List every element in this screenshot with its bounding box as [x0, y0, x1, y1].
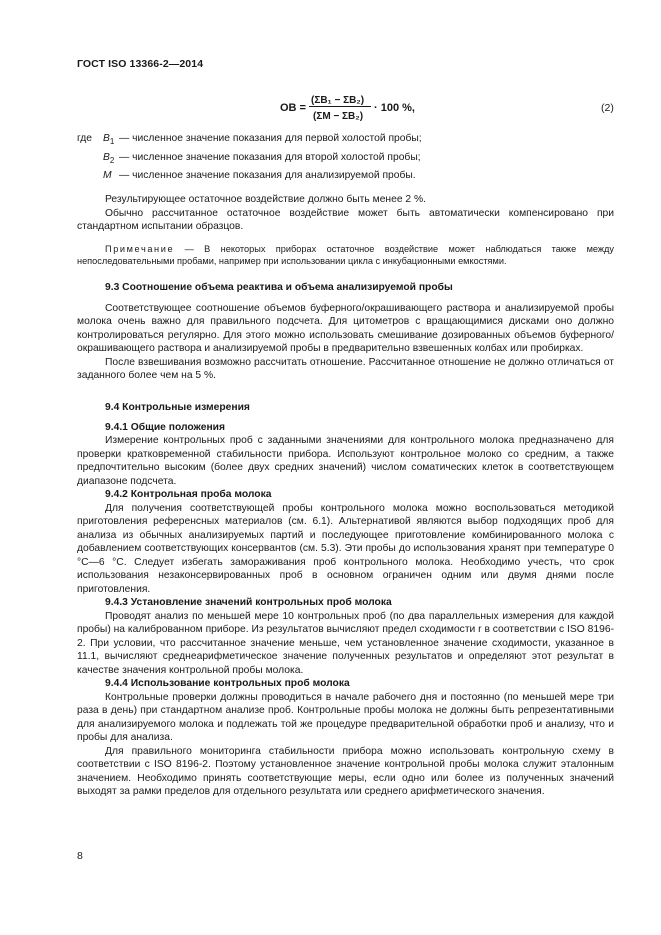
paragraph: После взвешивания возможно рассчитать отношение. Рассчитанное отношение не должно отличаться от заданного более чем на 5 %. — [77, 356, 614, 381]
residual-effect-text — [77, 193, 614, 268]
variable-symbol: $B_1$ — [103, 133, 115, 147]
paragraph: Контрольные проверки должны проводиться в начале рабочего дня и постоянно (по меньшей мере три раза в день) при стандартном анализе проб. Контрольные пробы молока не должны быть репрезентативными для анализируемого молока и подлежать той же процедуре предварительной обработки проб и анализу, что и пробы для анализа. — [77, 691, 614, 743]
variable-definition: — численное значение показания для первой холостой пробы; — [119, 133, 422, 144]
formula-graphic — [0, 92, 661, 126]
section-9-3 — [77, 281, 614, 383]
equation-number: (2) — [601, 102, 614, 114]
paragraph: Обычно рассчитанное остаточное воздействие может быть автоматически компенсировано при стандартном испытании образцов. — [77, 207, 614, 232]
section-9-4 — [77, 401, 614, 799]
subsection-heading: 9.4.1 Общие положения — [105, 421, 225, 433]
note-label: Примечание — [105, 243, 175, 254]
paragraph: Для получения соответствующей пробы контрольного молока можно воспользоваться методикой приготовления референсных материалов (см. 6.1). Альтернативой являются выбор подходящих проб для анализа из обычных анализируемых партий и последующее приготовление комбинированного молока с добавлением соответствующих консервантов (см. 5.3). Эти пробы до использования хранят при температуре 0 °С—6 °С. Следует избегать замораживания проб контрольного молока. Необходимо учесть, что срок использования незаконсервированных проб в основном ограничен одним или двумя днями после приготовления. — [77, 502, 614, 595]
variable-definition: — численное значение показания для анализируемой пробы. — [119, 170, 416, 181]
formula-denominator: (ΣM − ΣB₂) — [313, 111, 364, 122]
subsection-heading: 9.4.4 Использование контрольных проб молока — [105, 678, 350, 689]
where-word: где — [77, 133, 93, 144]
paragraph: Измерение контрольных проб с заданными значениями для контрольного молока предназначено для проверки кратковременной стабильности прибора. Используют контрольное молоко со средним, а также предпочтительно высоким (более двух средних значений) числом соматических клеток в соответствующем диапазоне подсчета. — [77, 435, 614, 487]
definition-row — [77, 151, 617, 170]
section-heading: 9.4 Контрольные измерения — [105, 402, 250, 413]
paragraph: Для правильного мониторинга стабильности прибора можно использовать контрольную схему в соответствии с ISO 8196-2. Поэтому установленное значение контрольной пробы молока служит эталонным значением. Необходимо принять соответствующие меры, если одно или более из полученных значений выходят за рамки пределов для отдельного результата или среднего арифметического значения. — [77, 745, 614, 797]
subsection-heading: 9.4.3 Установление значений контрольных проб молока — [105, 597, 392, 608]
paragraph: Соответствующее соотношение объемов буферного/окрашивающего раствора и анализируемой пробы молока очень важно для правильного подсчета. Для цитометров с вращающимися дисками оно должно контролироваться регулярно. Для этого можно использовать смешивание дозированных объемов буферного/окрашивающего раствора и анализируемой пробы в предварительно взвешенных колбах или пробирках. — [77, 302, 614, 354]
formula-lhs: OB = — [280, 102, 306, 114]
variable-symbol: $B_2$ — [103, 151, 115, 165]
formula-tail: · 100 %, — [374, 102, 415, 114]
note — [77, 243, 614, 268]
document-header: ГОСТ ISO 13366-2—2014 — [77, 58, 204, 70]
formula-2 — [0, 92, 661, 126]
variable-definition: — численное значение показания для второй холостой пробы; — [119, 151, 421, 163]
note-text: — В некоторых приборах остаточное воздействие может наблюдаться также между непоследовательными пробами, например при использовании цикла с инкубационными емкостями. — [77, 243, 614, 266]
paragraph: Результирующее остаточное воздействие должно быть менее 2 %. — [105, 194, 427, 205]
formula-numerator: (ΣB₁ − ΣB₂) — [311, 95, 365, 106]
page-number: 8 — [77, 850, 83, 862]
paragraph: Проводят анализ по меньшей мере 10 контрольных проб (по два параллельных измерения для каждой пробы) на калиброванном приборе. Из результатов вычисляют предел сходимости r в соответствии с ISO 8196-2. При условии, что рассчитанное значение меньше, чем установленное значение сходимости, указанное в 11.1, вычисляют среднеарифметическое значение полученных результатов и определяют этот результат в качестве значения контрольной пробы молока. — [77, 610, 614, 676]
definition-row — [77, 169, 617, 188]
definition-row — [77, 132, 617, 151]
section-heading: 9.3 Соотношение объема реактива и объема анализируемой пробы — [105, 282, 453, 293]
variable-definitions — [77, 132, 617, 188]
subsection-heading: 9.4.2 Контрольная проба молока — [105, 489, 272, 500]
variable-symbol: M — [103, 170, 112, 181]
